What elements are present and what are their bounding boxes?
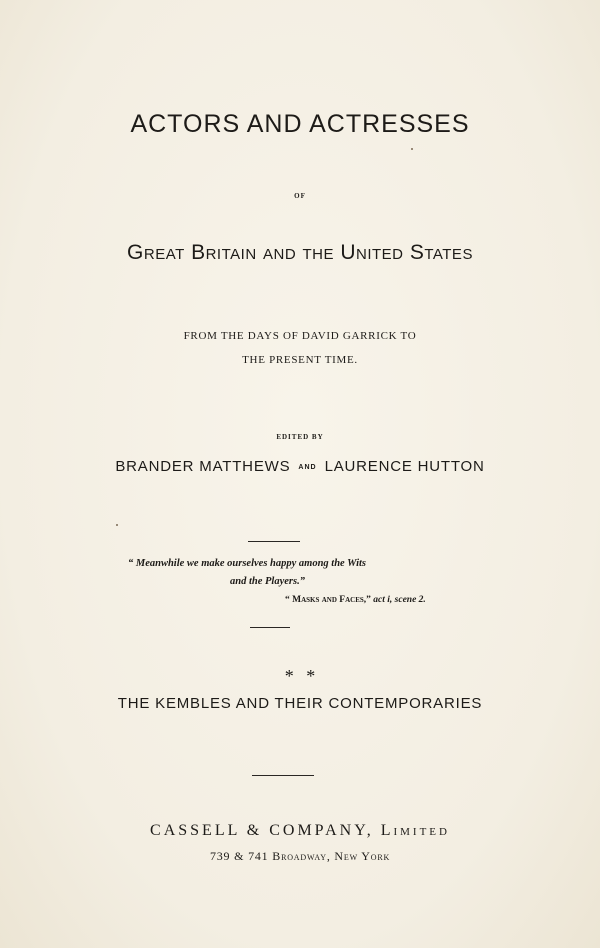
editor-name-1: BRANDER MATTHEWS [115,458,291,475]
of-label: OF [294,192,306,200]
editor-name-2: LAURENCE HUTTON [324,458,485,475]
book-subtitle: Great Britain and the United States [127,241,473,264]
edited-by-label: EDITED BY [276,433,324,441]
ornament-stars: * * [284,666,316,686]
divider-rule-1 [248,541,300,542]
epigraph-line-2: and the Players.” [230,576,305,587]
divider-rule-2 [250,627,290,628]
epigraph-source [285,595,426,605]
editors [0,458,600,475]
epigraph-line-1: “ Meanwhile we make ourselves happy among the Wits [128,558,367,569]
epigraph-source-ref: act i, scene 2. [373,595,426,605]
divider-rule-3 [252,775,314,776]
volume-title: THE KEMBLES AND THEIR CONTEMPORARIES [117,695,483,712]
publisher-name: CASSELL & COMPANY, Limited [150,822,450,839]
paper-speck [116,524,118,526]
publisher-address: 739 & 741 Broadway, New York [209,849,391,863]
paper-speck [411,148,413,150]
period-line-1: FROM THE DAYS OF DAVID GARRICK TO [183,330,417,342]
book-title: ACTORS AND ACTRESSES [130,110,470,138]
editor-and: AND [298,464,317,471]
period-line-2: THE PRESENT TIME. [242,354,358,366]
epigraph-source-title: “ Masks and Faces,” [285,595,371,605]
